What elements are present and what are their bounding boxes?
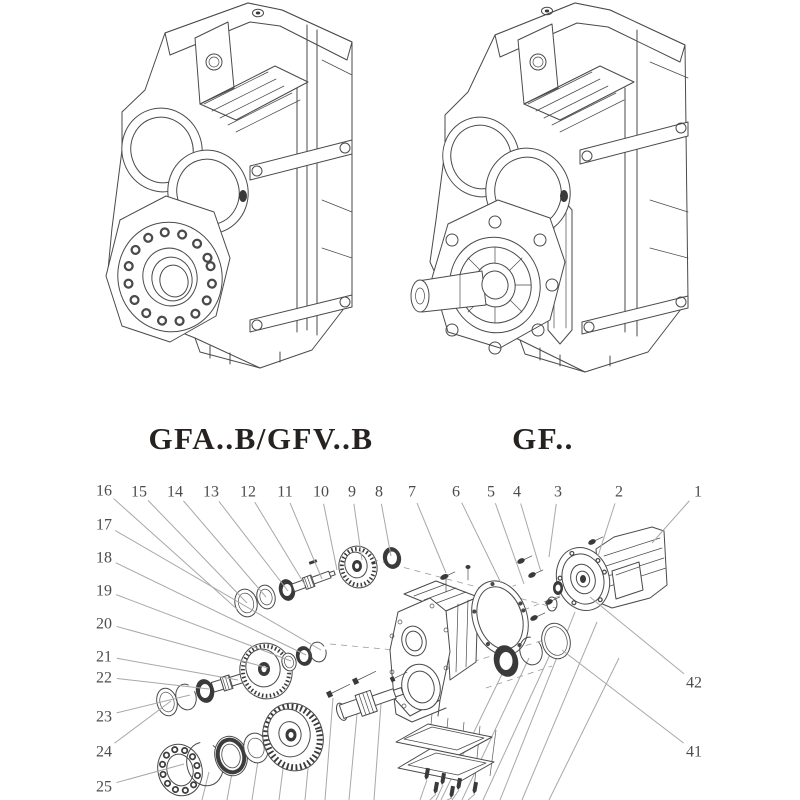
callout-25: 25 [96,778,112,796]
gearbox-drawing-left [106,3,352,368]
callout-18: 18 [96,549,112,567]
callout-20: 20 [96,615,112,633]
callout-22: 22 [96,669,112,687]
callout-17: 17 [96,516,112,534]
callout-16: 16 [96,482,112,500]
exploded-diagram [96,483,702,800]
callout-14: 14 [167,483,183,501]
bottom-cover [396,724,494,798]
callout-8: 8 [375,483,383,501]
callout-10: 10 [313,483,329,501]
callout-42: 42 [686,674,702,692]
callout-9: 9 [348,483,356,501]
callout-41: 41 [686,743,702,761]
second-stage-cluster [211,637,329,705]
housing [390,574,478,722]
motor [548,527,667,617]
callout-1: 1 [694,483,702,501]
gearbox-drawing-right [411,3,688,372]
label-right-figure: GF.. [512,421,574,456]
callout-3: 3 [554,483,562,501]
callout-12: 12 [240,483,256,501]
callout-21: 21 [96,648,112,666]
callout-2: 2 [615,483,623,501]
callout-4: 4 [513,483,521,501]
callout-6: 6 [452,483,460,501]
callout-23: 23 [96,708,112,726]
label-left-figure: GFA..B/GFV..B [148,421,374,456]
callout-19: 19 [96,582,112,600]
callout-13: 13 [203,483,219,501]
callout-11: 11 [277,483,293,501]
callout-5: 5 [487,483,495,501]
callout-7: 7 [408,483,416,501]
callout-15: 15 [131,483,147,501]
input-shaft-cluster [232,542,404,620]
callout-24: 24 [96,743,112,761]
